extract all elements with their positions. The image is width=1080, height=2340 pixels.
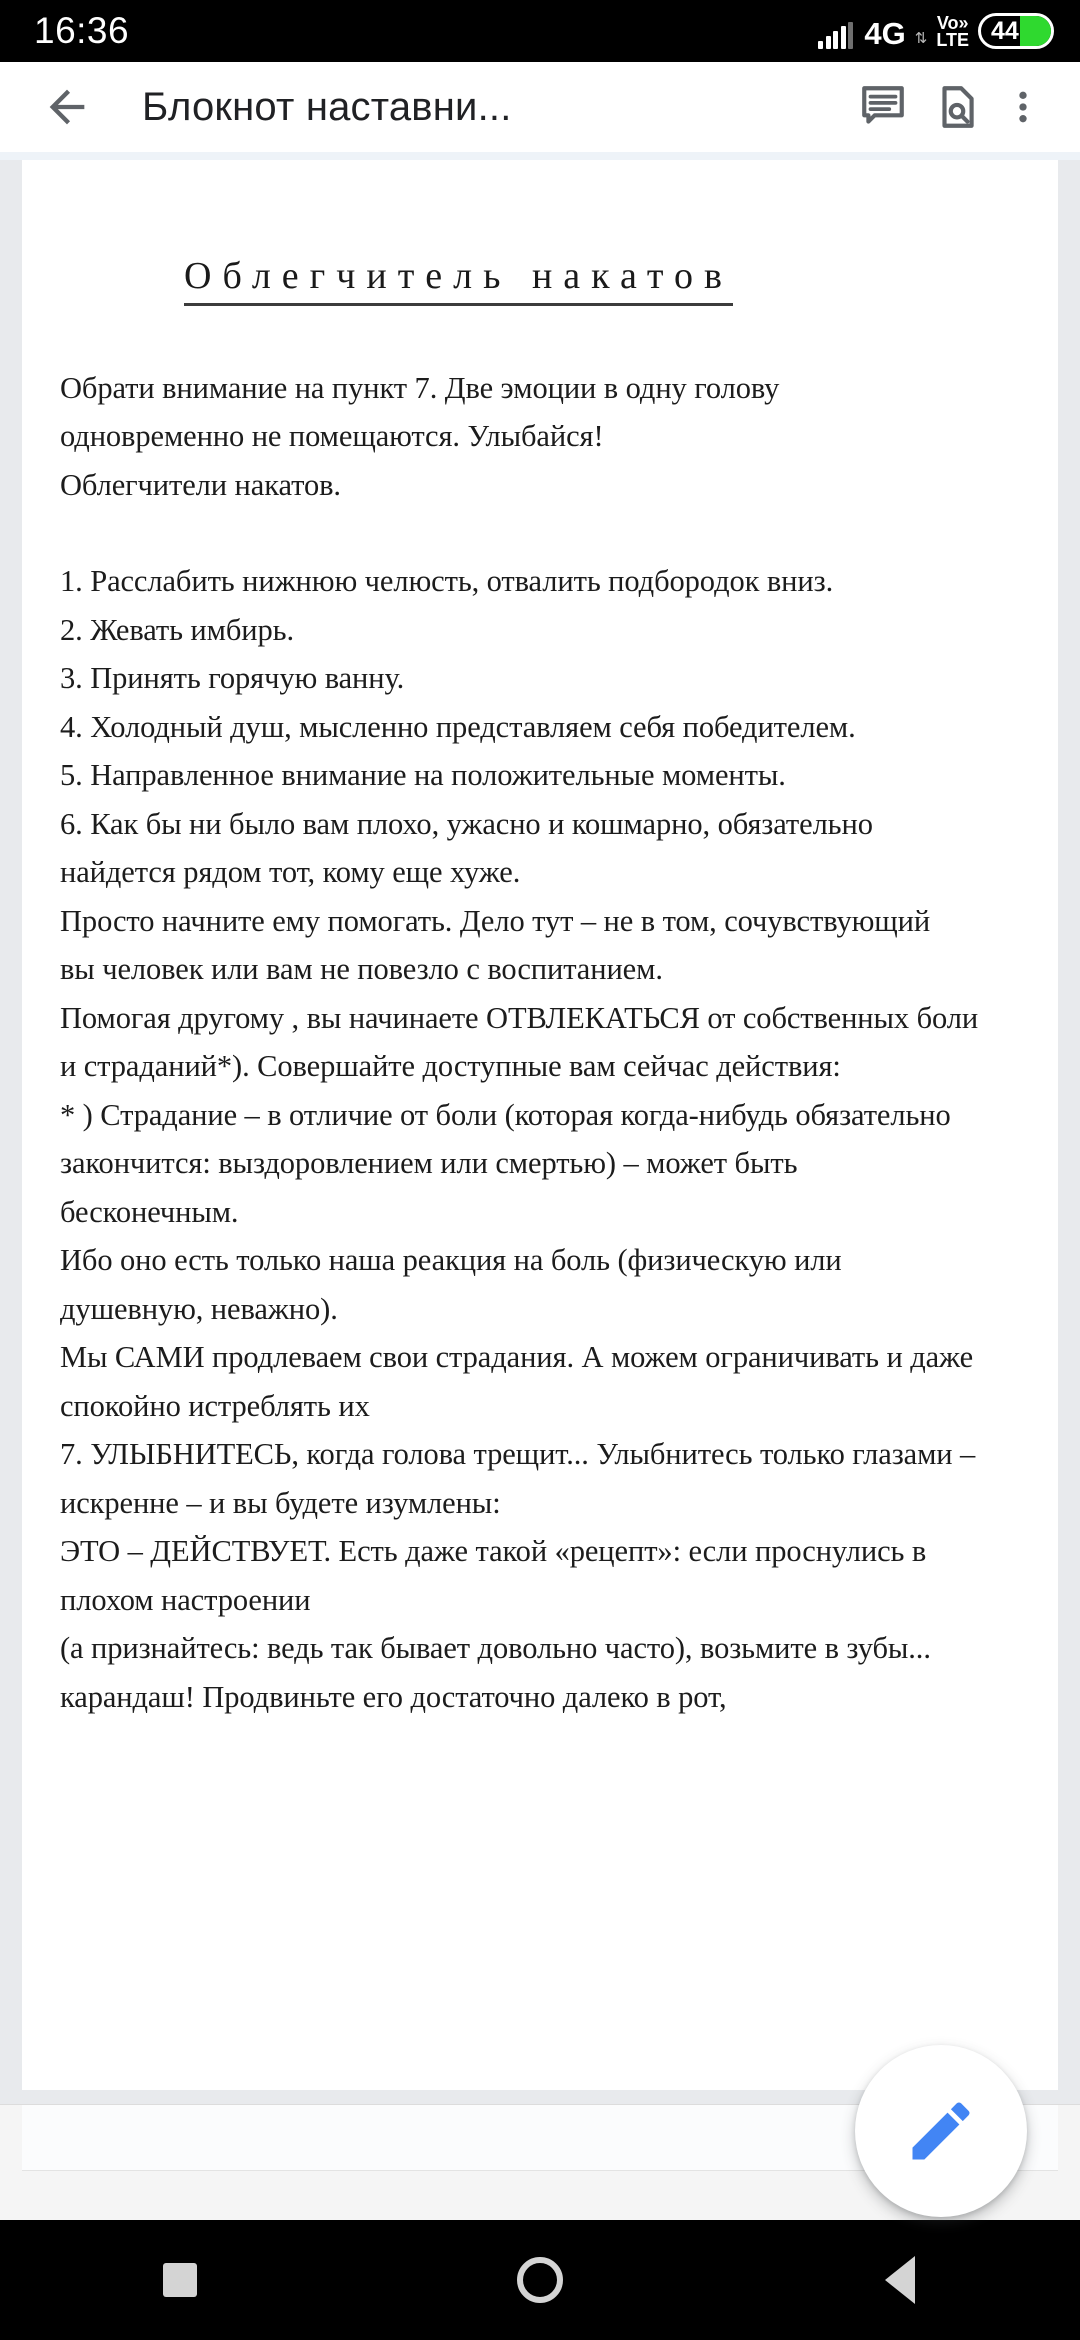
status-bar [0,0,1080,62]
page-title: Блокнот наставни... [142,84,512,129]
battery-icon [978,13,1054,49]
document-line: Обрати внимание на пункт 7. Две эмоции в одну голову [60,370,780,405]
document-line: закончится: выздоровлением или смертью) – может быть [60,1146,798,1181]
network-type-label: 4G [864,16,906,51]
android-navigation-bar [0,2220,1080,2340]
document-page[interactable] [22,160,1058,2090]
document-line: искренне – и вы будете изумлены: [60,1485,501,1520]
document-line: 2. Жевать имбирь. [60,612,294,647]
volte-icon [936,12,969,50]
document-body[interactable] [60,364,1020,1722]
document-line: карандаш! Продвиньте его достаточно далеко в рот, [60,1679,727,1714]
more-vertical-icon[interactable] [994,70,1052,144]
document-blank-line [60,509,1020,557]
document-line: 7. УЛЫБНИТЕСЬ, когда голова трещит... Улыбнитесь только глазами – [60,1437,976,1472]
volte-bottom-label: LTE [936,29,969,50]
data-transfer-icon: ⇅ [914,30,927,47]
battery-fill [1020,16,1051,46]
document-line: одновременно не помещаются. Улыбайся! [60,419,604,454]
signal-strength-icon [818,23,853,49]
volte-top-label: Vo» [936,12,969,33]
document-search-icon[interactable] [920,70,994,144]
document-line: вы человек или вам не повезло с воспитанием. [60,952,663,987]
comment-icon[interactable] [846,70,920,144]
document-line: 6. Как бы ни было вам плохо, ужасно и кошмарно, обязательно [60,806,873,841]
back-button[interactable] [34,74,100,140]
document-line: 5. Направленное внимание на положительные моменты. [60,758,786,793]
document-line: Помогая другому , вы начинаете ОТВЛЕКАТЬСЯ от собственных боли [60,1000,979,1035]
document-line: (а признайтесь: ведь так бывает довольно часто), возьмите в зубы... [60,1631,931,1666]
document-line: плохом настроении [60,1582,311,1617]
pencil-edit-icon [903,2093,979,2169]
document-scroll-area[interactable] [0,152,1080,2104]
document-line: Просто начните ему помогать. Дело тут – не в том, сочувствующий [60,903,931,938]
recents-button[interactable] [120,2220,240,2340]
document-line: спокойно истреблять их [60,1388,370,1423]
back-nav-button[interactable] [840,2220,960,2340]
status-icons [818,13,1054,49]
document-line: 4. Холодный душ, мысленно представляем себя победителем. [60,709,856,744]
app-toolbar [0,62,1080,152]
circle-home-icon [517,2257,563,2303]
status-clock: 16:36 [34,10,130,51]
square-recents-icon [163,2263,197,2297]
page-top-strip [0,152,1080,160]
document-line: бесконечным. [60,1194,239,1229]
document-line: 1. Расслабить нижнюю челюсть, отвалить подбородок вниз. [60,564,834,599]
document-line: найдется рядом тот, кому еще хуже. [60,855,521,890]
document-line: и страданий*). Совершайте доступные вам сейчас действия: [60,1049,841,1084]
document-line: 3. Принять горячую ванну. [60,661,405,696]
document-line: Облегчители накатов. [60,467,341,502]
document-line: душевную, неважно). [60,1291,338,1326]
document-line: * ) Страдание – в отличие от боли (которая когда-нибудь обязательно [60,1097,951,1132]
triangle-back-icon [885,2256,915,2304]
home-button[interactable] [480,2220,600,2340]
document-heading: Облегчитель накатов [184,256,733,306]
document-line: Мы САМИ продлеваем свои страдания. А можем ограничивать и даже [60,1340,974,1375]
battery-level-label: 44 [991,16,1019,45]
edit-fab-button[interactable] [855,2045,1027,2217]
document-line: ЭТО – ДЕЙСТВУЕТ. Есть даже такой «рецепт»: если проснулись в [60,1534,927,1569]
document-line: Ибо оно есть только наша реакция на боль (физическую или [60,1243,842,1278]
